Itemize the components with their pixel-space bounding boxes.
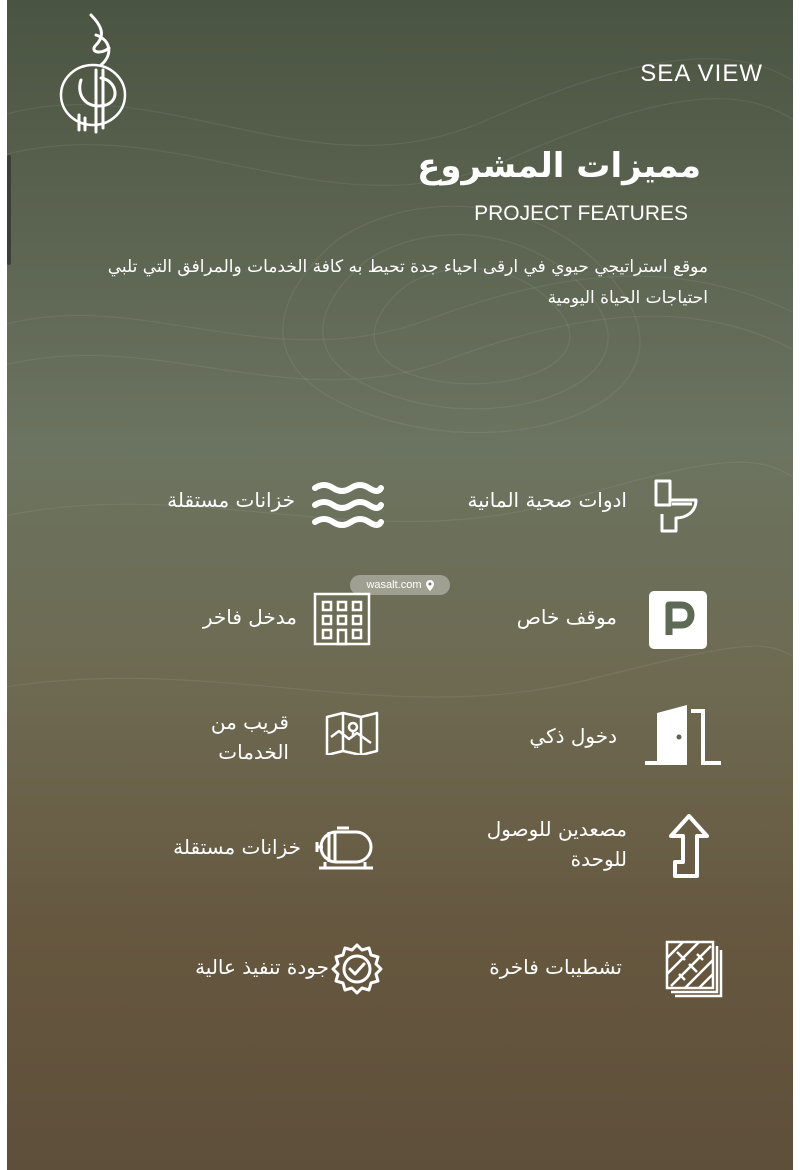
feature-smart-entry (437, 703, 737, 769)
feature-label: جودة تنفيذ عالية (195, 955, 329, 979)
tiles-icon (665, 940, 723, 998)
map-icon (325, 711, 379, 755)
page-title: مميزات المشروع (417, 146, 701, 186)
location-pin-icon (426, 580, 434, 591)
scroll-indicator[interactable] (7, 155, 11, 265)
feature-private-parking (437, 588, 727, 654)
feature-label: مدخل فاخر (202, 605, 297, 629)
quality-badge-icon (331, 943, 383, 995)
feature-label: خزانات مستقلة (167, 488, 295, 512)
door-icon (645, 705, 721, 765)
feature-independent-tanks (137, 475, 397, 535)
water-tank-icon (315, 826, 375, 870)
feature-label: ادوات صحية المانية (467, 488, 627, 512)
brand-name: SEA VIEW (640, 60, 763, 87)
building-icon (313, 592, 371, 646)
page (7, 0, 793, 1170)
water-waves-icon (312, 480, 384, 530)
feature-label: قريب من الخدمات (210, 710, 289, 764)
feature-german-sanitary (437, 475, 717, 535)
feature-label: دخول ذكي (529, 724, 617, 748)
elevator-arrow-icon (669, 814, 709, 880)
description-text: موقع استراتيجي حيوي في ارقى احياء جدة تحيط به كافة الخدمات والمرافق التي تلبي احتياجات الحياة اليومية (107, 257, 708, 308)
feature-two-elevators (437, 812, 737, 882)
toilet-icon (652, 478, 702, 534)
feature-high-quality (137, 940, 397, 1000)
feature-label: موقف خاص (516, 605, 617, 629)
feature-label: خزانات مستقلة (173, 835, 301, 859)
feature-label: تشطيبات فاخرة (489, 955, 622, 979)
parking-icon (649, 591, 707, 649)
page-subtitle: PROJECT FEATURES (474, 202, 688, 225)
feature-label: مصعدين للوصول للوحدة (486, 817, 627, 871)
watermark-text: wasalt.com (366, 579, 422, 591)
feature-luxury-finishes (437, 938, 737, 1002)
feature-near-services (137, 705, 397, 781)
feature-independent-tanks-2 (135, 818, 395, 878)
logo-icon (51, 10, 141, 140)
feature-luxury-entrance (137, 590, 397, 650)
